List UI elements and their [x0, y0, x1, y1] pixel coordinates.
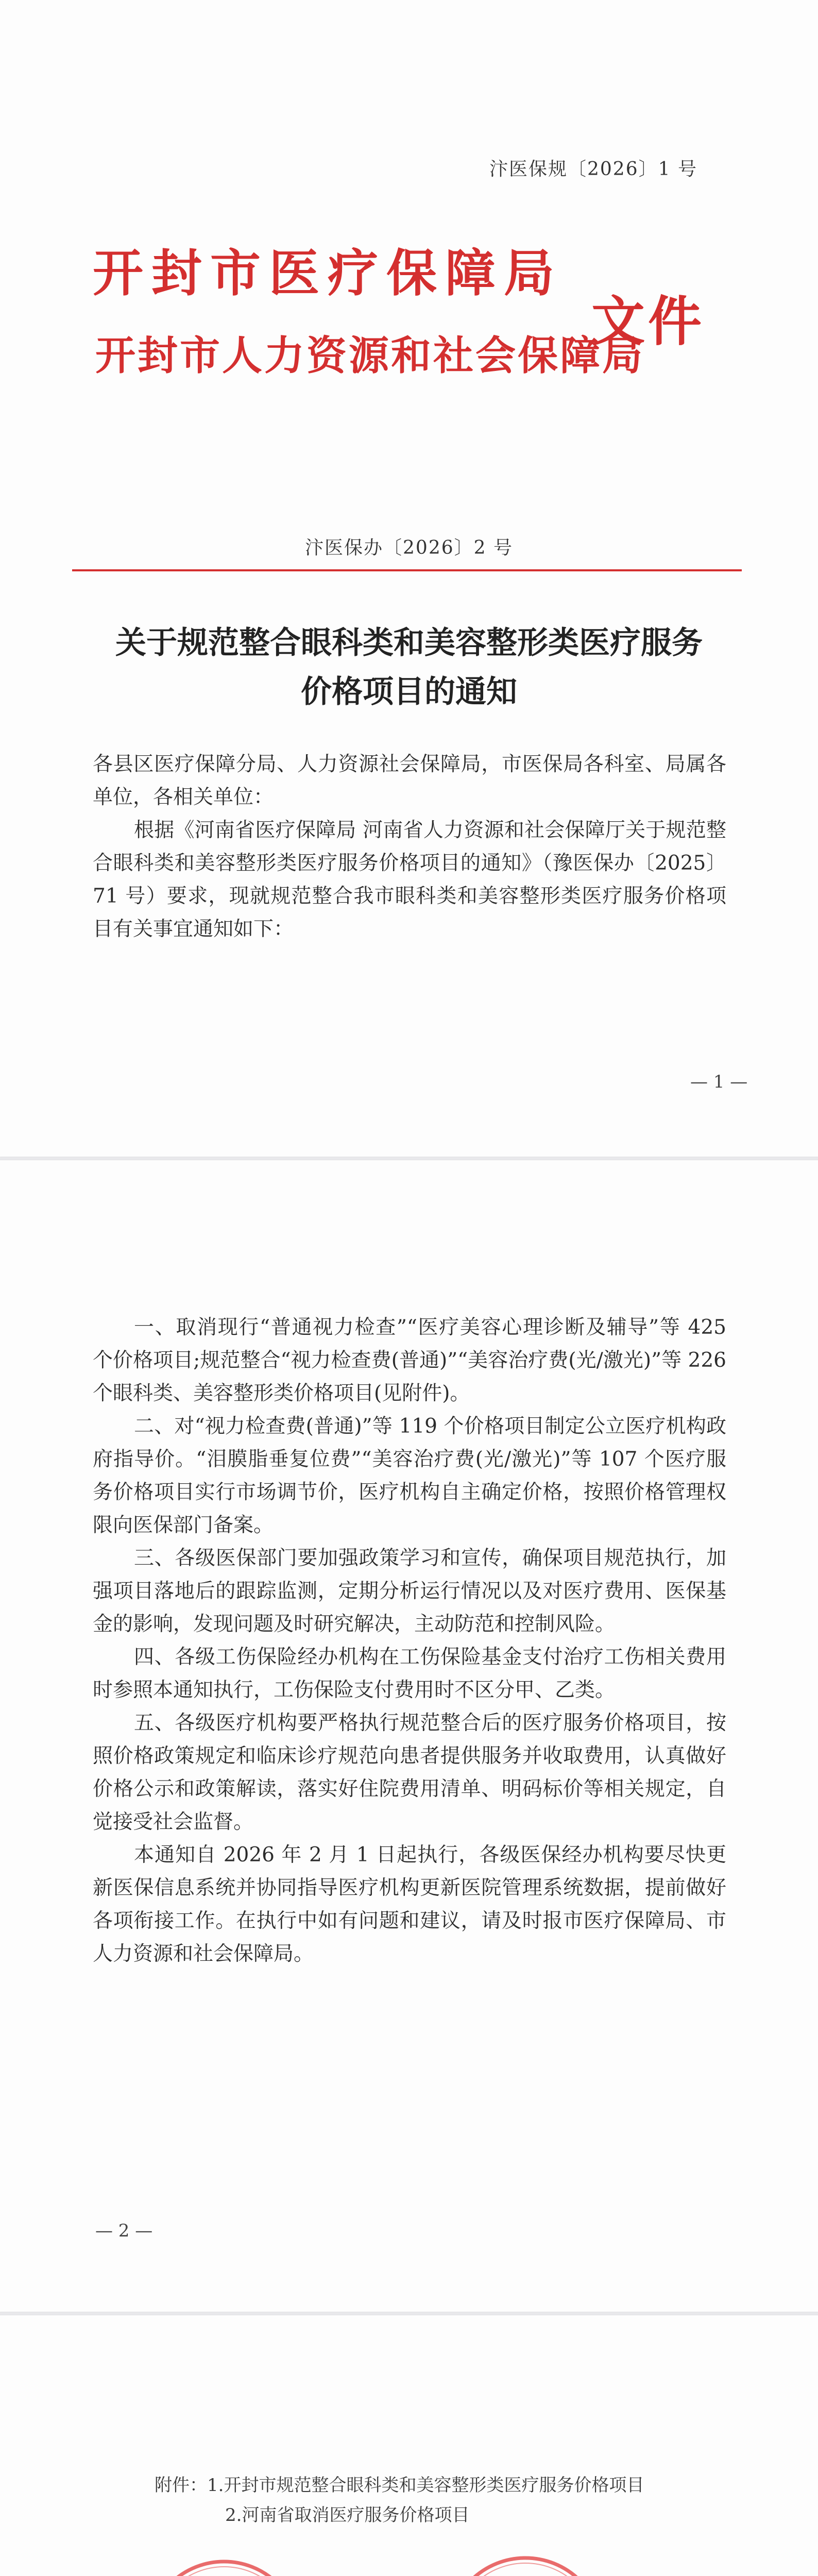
red-separator-line: [72, 569, 742, 571]
page-number-2: — 2 —: [95, 2221, 153, 2241]
document-title-line-2: 价格项目的通知: [301, 674, 517, 710]
document-number-secondary: 汴医保办〔2026〕2 号: [305, 537, 513, 558]
document-title-line-1: 关于规范整合眼科类和美容整形类医疗服务: [115, 625, 703, 661]
document-number-top: 汴医保规〔2026〕1 号: [489, 159, 697, 180]
body-paragraphs: [93, 1311, 726, 1971]
attachment-item-2: 2.河南省取消医疗服务价格项目: [225, 2505, 470, 2526]
paragraph-1: 一、取消现行“普通视力检查”“医疗美容心理诊断及辅导”等 425 个价格项目;规范整合“视力检查费(普通)”“美容治疗费(光/激光)”等 226 个眼科类、美容整形类价格项目(见附件)。: [93, 1316, 726, 1405]
paragraph-3: 三、各级医保部门要加强政策学习和宣传，确保项目规范执行，加强项目落地后的跟踪监测，定期分析运行情况以及对医疗费用、医保基金的影响，发现问题及时研究解决，主动防范和控制风险。: [93, 1547, 726, 1636]
official-seal-human-resources: [443, 2553, 608, 2576]
paragraph-2: 二、对“视力检查费(普通)”等 119 个价格项目制定公立医疗机构政府指导价。“泪膜脂垂复位费”“美容治疗费(光/激光)”等 107 个医疗服务价格项目实行市场调节价，医疗机构自主确定价格，按照价格管理权限向医保部门备案。: [93, 1415, 726, 1537]
issuing-org-1: 开封市医疗保障局: [93, 244, 563, 303]
paragraph-6: 本通知自 2026 年 2 月 1 日起执行，各级医保经办机构要尽快更新医保信息系统并协同指导医疗机构更新医院管理系统数据，提前做好各项衔接工作。在执行中如有问题和建议，请及时报市医疗保障局、市人力资源和社会保障局。: [93, 1843, 726, 1965]
salutation: 各县区医疗保障分局、人力资源社会保障局，市医保局各科室、局属各单位，各相关单位：: [93, 753, 726, 809]
document-page-3: [0, 2315, 818, 2576]
paragraph-4: 四、各级工伤保险经办机构在工伤保险基金支付治疗工伤相关费用时参照本通知执行，工伤保险支付费用时不区分甲、乙类。: [93, 1646, 726, 1702]
document-type-label: 文件: [591, 290, 705, 353]
issuing-org-2: 开封市人力资源和社会保障局: [95, 332, 645, 379]
document-page-1: [0, 0, 818, 1157]
intro-paragraph: 根据《河南省医疗保障局 河南省人力资源和社会保障厅关于规范整合眼科类和美容整形类医疗服务价格项目的通知》（豫医保办〔2025〕71 号）要求，现就规范整合我市眼科类和美容整形类医疗服务价格项目有关事宜通知如下：: [93, 819, 726, 941]
attachment-item-1: 附件：1.开封市规范整合眼科类和美容整形类医疗服务价格项目: [155, 2475, 644, 2496]
official-seal-medical-security: [142, 2555, 306, 2576]
paragraph-5: 五、各级医疗机构要严格执行规范整合后的医疗服务价格项目，按照价格政策规定和临床诊疗规范向患者提供服务并收取费用，认真做好价格公示和政策解读，落实好住院费用清单、明码标价等相关规定，自觉接受社会监督。: [93, 1711, 726, 1834]
attachment-list: [155, 2470, 644, 2530]
page-number-1: — 1 —: [690, 1072, 748, 1092]
